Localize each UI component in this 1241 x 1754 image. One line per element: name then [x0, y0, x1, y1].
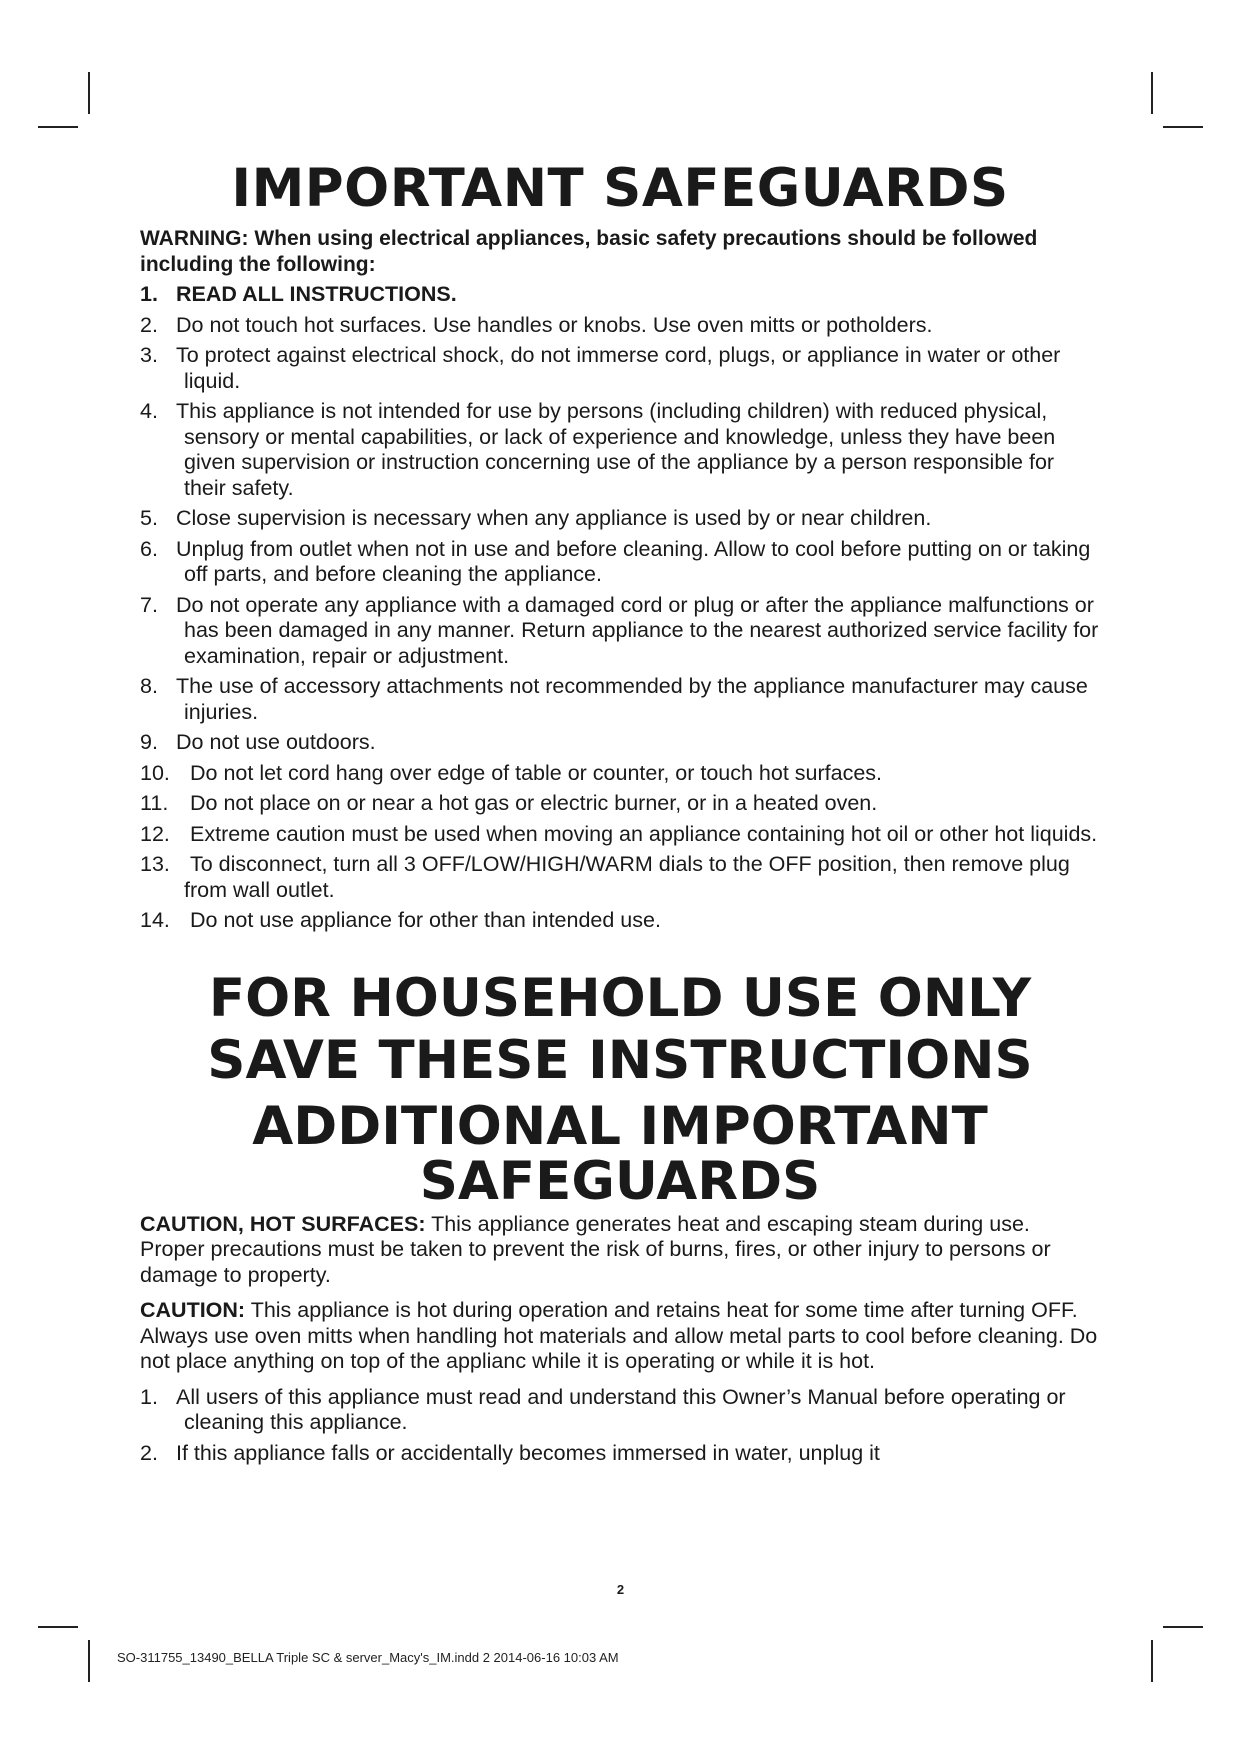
list-item	[140, 313, 1100, 339]
list-item	[140, 593, 1100, 670]
caution-lead: CAUTION:	[140, 1298, 246, 1323]
caution-paragraph	[140, 1298, 1100, 1375]
list-item	[140, 399, 1100, 501]
item-text: Do not touch hot surfaces. Use handles or knobs. Use oven mitts or potholders.	[176, 312, 933, 337]
item-text: Close supervision is necessary when any appliance is used by or near children.	[176, 506, 932, 531]
page-content	[140, 160, 1100, 1471]
list-item	[140, 761, 1100, 787]
item-number: 13.	[140, 852, 170, 877]
list-item	[140, 1385, 1100, 1436]
additional-heading-line2: SAFEGUARDS	[419, 1150, 821, 1212]
item-number: 1.	[140, 282, 158, 307]
item-number: 1.	[140, 1384, 158, 1409]
page-number: 2	[616, 1582, 625, 1597]
list-item	[140, 343, 1100, 394]
item-text: This appliance is not intended for use by persons (including children) with reduced physical, sensory or mental capabilities, or lack of experience and knowledge, unless they have been given supervision or instruction concerning use of the appliance by a person responsible for their safety.	[176, 399, 1056, 500]
item-text: Do not use outdoors.	[176, 730, 376, 755]
list-item	[140, 506, 1100, 532]
save-instructions-heading: SAVE THESE INSTRUCTIONS	[207, 1029, 1033, 1091]
item-number: 11.	[140, 791, 169, 816]
crop-mark-bottom-right-vertical	[1151, 1640, 1153, 1682]
item-text: To disconnect, turn all 3 OFF/LOW/HIGH/WARM dials to the OFF position, then remove plug from wall outlet.	[184, 852, 1070, 902]
list-item	[140, 908, 1100, 934]
headline-block	[140, 967, 1100, 1212]
item-text: READ ALL INSTRUCTIONS.	[176, 282, 457, 307]
list-item	[140, 282, 1100, 308]
item-number: 3.	[140, 343, 158, 368]
crop-mark-top-left-vertical	[88, 72, 90, 114]
item-number: 7.	[140, 592, 158, 617]
crop-mark-top-right-horizontal	[1163, 126, 1203, 128]
caution-text: This appliance is hot during operation and retains heat for some time after turning OFF. Always use oven mitts when handling hot materials and allow metal parts to cool before cleaning. Do not place anything on top of the applianc while it is operating or while it is hot.	[140, 1298, 1098, 1374]
item-text: To protect against electrical shock, do not immerse cord, plugs, or appliance in water or other liquid.	[176, 343, 1061, 393]
household-heading: FOR HOUSEHOLD USE ONLY	[208, 967, 1032, 1029]
item-number: 14.	[140, 908, 170, 933]
item-number: 2.	[140, 312, 158, 337]
additional-heading-line1: ADDITIONAL IMPORTANT	[252, 1095, 988, 1157]
list-item	[140, 822, 1100, 848]
item-text: Unplug from outlet when not in use and before cleaning. Allow to cool before putting on or taking off parts, and before cleaning the appliance.	[176, 536, 1091, 587]
list-item	[140, 852, 1100, 903]
page-title: IMPORTANT SAFEGUARDS	[231, 158, 1009, 219]
item-text: Do not use appliance for other than intended use.	[190, 908, 661, 933]
list-item	[140, 674, 1100, 725]
safeguards-list	[140, 282, 1100, 934]
item-number: 5.	[140, 506, 158, 531]
item-number: 4.	[140, 399, 158, 424]
crop-mark-bottom-left-horizontal	[38, 1626, 78, 1628]
crop-mark-top-left-horizontal	[38, 126, 78, 128]
warning-text: WARNING: When using electrical appliances, basic safety precautions should be followed including the following:	[140, 227, 1038, 277]
item-text: Extreme caution must be used when moving an appliance containing hot oil or other hot liquids.	[190, 821, 1098, 846]
caution-hot-text: This appliance generates heat and escaping steam during use. Proper precautions must be taken to prevent the risk of burns, fires, or other injury to persons or damage to property.	[140, 1211, 1051, 1287]
item-number: 2.	[140, 1440, 158, 1465]
item-text: Do not operate any appliance with a damaged cord or plug or after the appliance malfunctions or has been damaged in any manner. Return appliance to the nearest authorized service facility for examination, repair or adjustment.	[176, 592, 1099, 668]
item-number: 6.	[140, 536, 158, 561]
additional-safeguards-list	[140, 1385, 1100, 1467]
item-text: Do not let cord hang over edge of table or counter, or touch hot surfaces.	[190, 760, 883, 785]
crop-mark-top-right-vertical	[1151, 72, 1153, 114]
list-item	[140, 537, 1100, 588]
caution-hot-surfaces	[140, 1212, 1100, 1289]
caution-hot-lead: CAUTION, HOT SURFACES:	[140, 1211, 426, 1236]
list-item	[140, 730, 1100, 756]
crop-mark-bottom-right-horizontal	[1163, 1626, 1203, 1628]
item-number: 12.	[140, 821, 170, 846]
item-text: All users of this appliance must read and understand this Owner’s Manual before operating or cleaning this appliance.	[176, 1384, 1066, 1435]
item-number: 9.	[140, 730, 158, 755]
item-number: 10.	[140, 760, 170, 785]
print-slug: SO-311755_13490_BELLA Triple SC & server_Macy's_IM.indd 2 2014-06-16 10:03 AM	[117, 1650, 619, 1665]
item-text: If this appliance falls or accidentally becomes immersed in water, unplug it	[176, 1440, 880, 1465]
item-number: 8.	[140, 674, 158, 699]
item-text: The use of accessory attachments not recommended by the appliance manufacturer may cause injuries.	[176, 674, 1088, 724]
list-item	[140, 1441, 1100, 1467]
crop-mark-bottom-left-vertical	[88, 1640, 90, 1682]
item-text: Do not place on or near a hot gas or electric burner, or in a heated oven.	[190, 791, 878, 816]
list-item	[140, 791, 1100, 817]
